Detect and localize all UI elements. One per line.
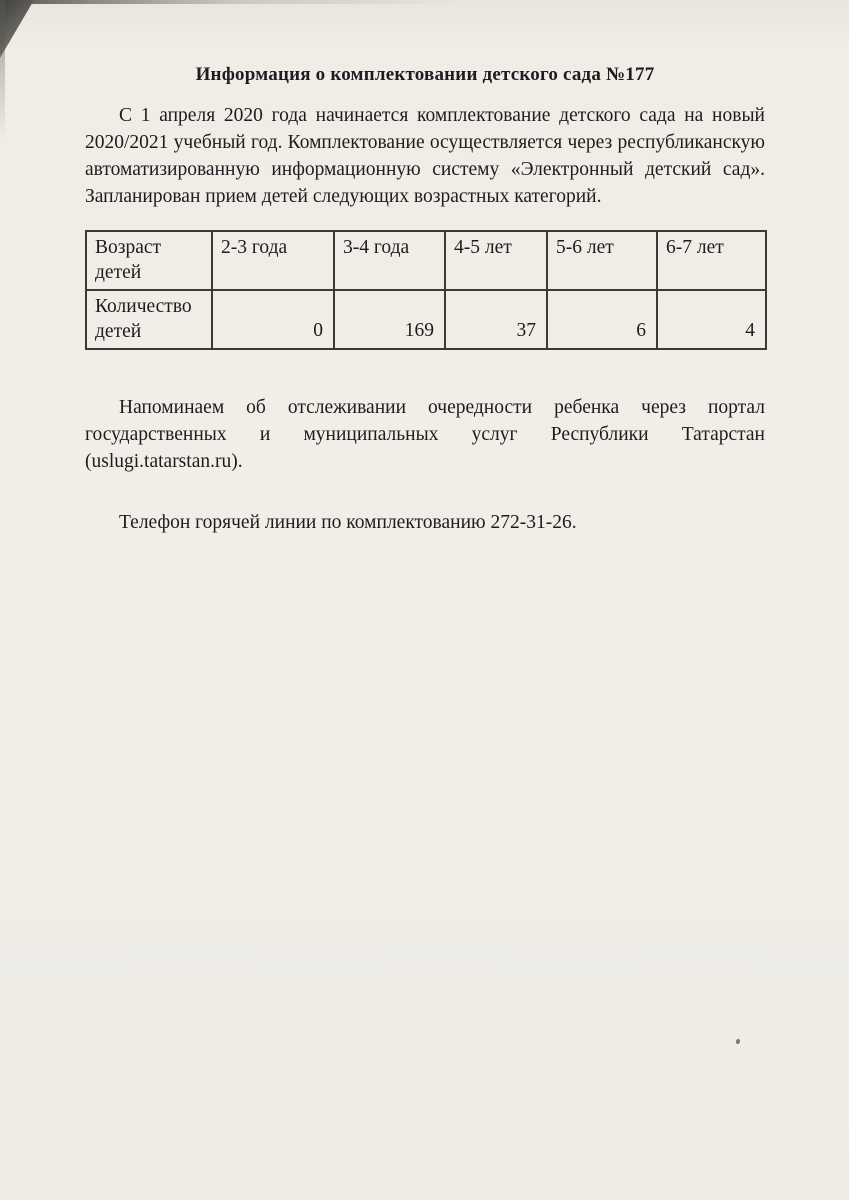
table-cell-count-2-3: 0 (212, 290, 334, 349)
intro-paragraph: С 1 апреля 2020 года начинается комплектование детского сада на новый 2020/2021 учебный год. Комплектование осуществляется через республиканскую автоматизированную информационную систему «Электронный детский сад». Запланирован прием детей следующих возрастных категорий. (85, 105, 765, 207)
table-cell-count-6-7: 4 (657, 290, 766, 349)
scan-artifact-left-edge (0, 0, 5, 140)
table-cell-age-5-6: 5-6 лет (547, 231, 657, 290)
table-cell-count-5-6: 6 (547, 290, 657, 349)
portal-paragraph: Напоминаем об отслеживании очередности ребенка через портал государственных и муниципальных услуг Республики Татарстан (uslugi.tatarstan.ru). (85, 397, 765, 472)
scan-artifact-corner (0, 0, 34, 58)
table-cell-count-label: Количество детей (86, 290, 212, 349)
enrollment-table (85, 230, 767, 350)
scan-artifact-speck (736, 1039, 740, 1044)
table-cell-age-4-5: 4-5 лет (445, 231, 547, 290)
table-cell-count-3-4: 169 (334, 290, 445, 349)
table-cell-age-3-4: 3-4 года (334, 231, 445, 290)
table-cell-age-2-3: 2-3 года (212, 231, 334, 290)
page-title: Информация о комплектовании детского сада №177 (195, 64, 655, 85)
document-content (85, 64, 765, 536)
table-cell-count-4-5: 37 (445, 290, 547, 349)
phone-paragraph: Телефон горячей линии по комплектованию 272-31-26. (119, 512, 577, 533)
table-row-counts (86, 290, 766, 349)
scan-artifact-top-edge (0, 0, 509, 4)
table-row-ages (86, 231, 766, 290)
table-cell-age-6-7: 6-7 лет (657, 231, 766, 290)
table-cell-age-label: Возраст детей (86, 231, 212, 290)
